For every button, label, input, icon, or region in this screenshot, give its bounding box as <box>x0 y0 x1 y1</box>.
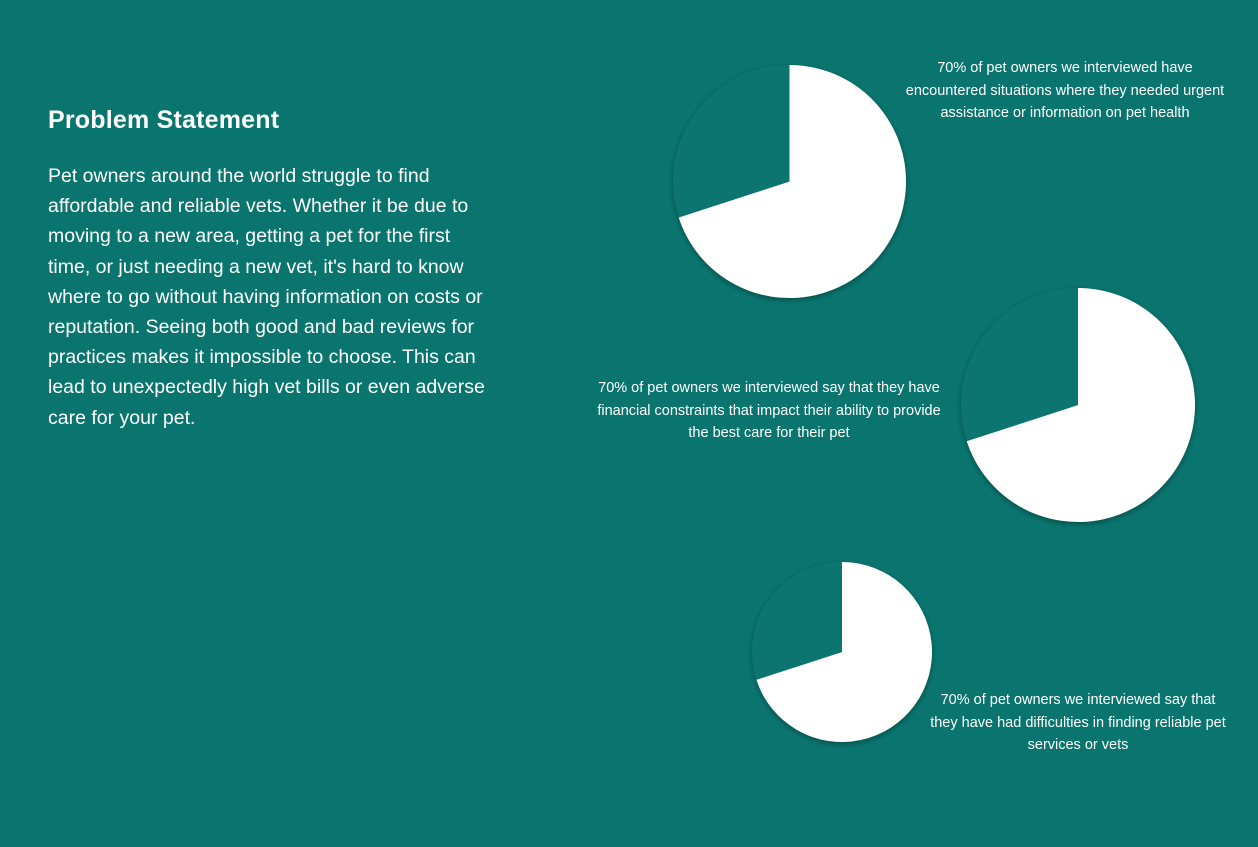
pie-chart-financial-constraints <box>961 288 1195 522</box>
page-title: Problem Statement <box>48 106 280 134</box>
pie-caption-urgent-assistance: 70% of pet owners we interviewed have encountered situations where they needed urgent assistance or information on pet health <box>905 60 1225 122</box>
pie-chart-reliable-services <box>752 562 932 742</box>
pie-caption-financial-constraints: 70% of pet owners we interviewed say that they have financial constraints that impact their ability to provide the best care for their pet <box>597 380 941 442</box>
pie-chart-urgent-assistance <box>673 65 906 298</box>
pie-caption-reliable-services: 70% of pet owners we interviewed say that they have had difficulties in finding reliable pet services or vets <box>930 692 1226 754</box>
problem-description: Pet owners around the world struggle to find affordable and reliable vets. Whether it be due to moving to a new area, getting a pet for the first time, or just needing a new vet, it's hard to know where to go without having information on costs or reputation. Seeing both good and bad reviews for practices makes it impossible to choose. This can lead to unexpectedly high vet bills or even adverse care for your pet. <box>48 165 485 429</box>
